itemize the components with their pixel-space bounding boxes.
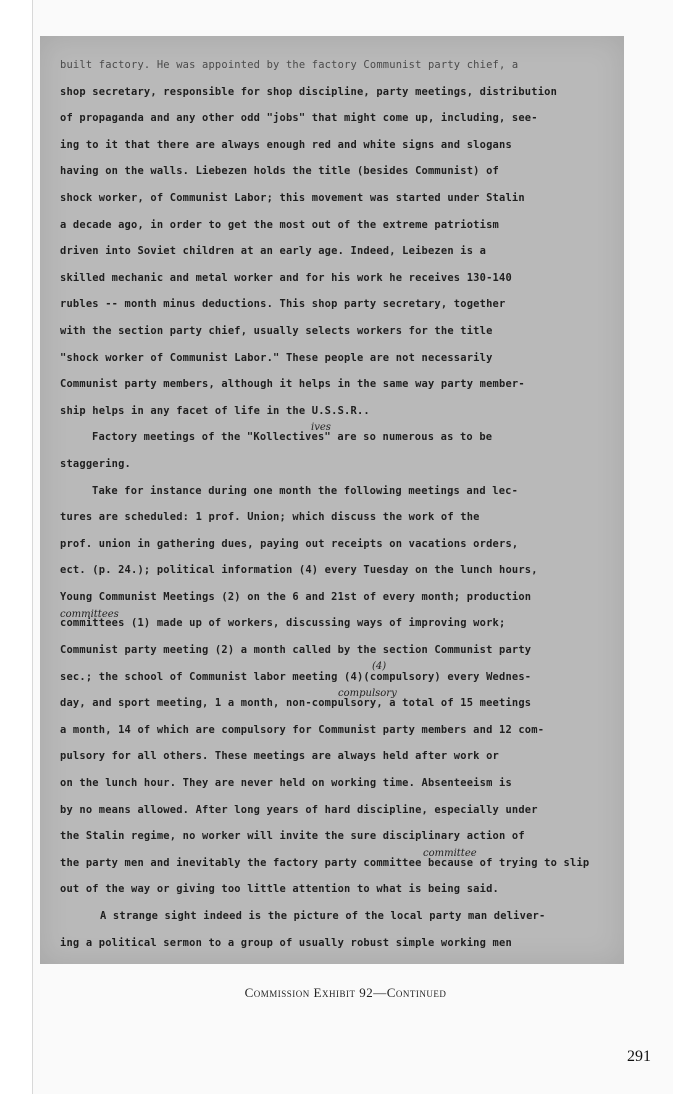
text-line: ship helps in any facet of life in the U.S.S.R..: [60, 404, 370, 417]
text-line: with the section party chief, usually selects workers for the title: [60, 324, 493, 337]
text-line: prof. union in gathering dues, paying out receipts on vacations orders,: [60, 537, 519, 550]
handwritten-annotation: compulsory: [338, 688, 397, 699]
text-line: Young Communist Meetings (2) on the 6 and 21st of every month; production: [60, 590, 532, 603]
page-number: 291: [627, 1048, 651, 1065]
text-line: the Stalin regime, no worker will invite the sure disciplinary action of: [60, 830, 525, 843]
text-line: pulsory for all others. These meetings are always held after work or: [60, 750, 499, 763]
text-line: ect. (p. 24.); political information (4) every Tuesday on the lunch hours,: [60, 564, 538, 577]
text-line: built factory. He was appointed by the factory Communist party chief, a: [60, 59, 519, 71]
handwritten-annotation: (4): [372, 661, 387, 672]
text-line: a decade ago, in order to get the most out of the extreme patriotism: [60, 218, 499, 231]
text-line: having on the walls. Liebezen holds the title (besides Communist) of: [60, 165, 499, 178]
text-line: a month, 14 of which are compulsory for Communist party members and 12 com-: [60, 723, 545, 736]
text-line: committees (1) made up of workers, discussing ways of improving work;: [60, 617, 506, 630]
text-line: on the lunch hour. They are never held on working time. Absenteeism is: [60, 777, 512, 790]
text-line: staggering.: [60, 457, 132, 470]
text-line: the party men and inevitably the factory party committee because of trying to slip: [60, 856, 590, 869]
handwritten-annotation: ives: [311, 422, 331, 433]
text-line: tures are scheduled: 1 prof. Union; which discuss the work of the: [60, 511, 480, 524]
typewritten-text: [60, 52, 616, 956]
caption-label: Commission Exhibit 92—Continued: [244, 985, 447, 1000]
text-line: rubles -- month minus deductions. This shop party secretary, together: [60, 298, 506, 311]
text-line: driven into Soviet children at an early age. Indeed, Leibezen is a: [60, 245, 487, 258]
text-line: A strange sight indeed is the picture of the local party man deliver-: [100, 910, 546, 922]
text-line: out of the way or giving too little attention to what is being said.: [60, 883, 499, 896]
handwritten-annotation: committees: [60, 609, 119, 620]
text-line: shock worker, of Communist Labor; this movement was started under Stalin: [60, 191, 525, 204]
text-line: sec.; the school of Communist labor meeting (4)(compulsory) every Wednes-: [60, 670, 532, 683]
text-line: skilled mechanic and metal worker and for his work he receives 130-140: [60, 271, 512, 284]
text-line: Factory meetings of the "Kollectives" are so numerous as to be: [92, 431, 493, 444]
text-line: of propaganda and any other odd "jobs" that might come up, including, see-: [60, 112, 538, 125]
text-line: ing to it that there are always enough red and white signs and slogans: [60, 138, 512, 151]
text-line: Communist party members, although it helps in the same way party member-: [60, 378, 525, 391]
text-line: by no means allowed. After long years of hard discipline, especially under: [60, 803, 538, 816]
text-line: ing a political sermon to a group of usually robust simple working men: [60, 936, 512, 949]
handwritten-annotation: committee: [423, 848, 477, 859]
text-line: Communist party meeting (2) a month called by the section Communist party: [60, 644, 532, 657]
text-line: "shock worker of Communist Labor." These people are not necessarily: [60, 351, 493, 364]
exhibit-caption: [0, 985, 691, 1001]
text-line: shop secretary, responsible for shop discipline, party meetings, distribution: [60, 85, 558, 98]
text-line: day, and sport meeting, 1 a month, non-compulsory, a total of 15 meetings: [60, 697, 532, 710]
text-line: Take for instance during one month the following meetings and lec-: [92, 484, 519, 497]
